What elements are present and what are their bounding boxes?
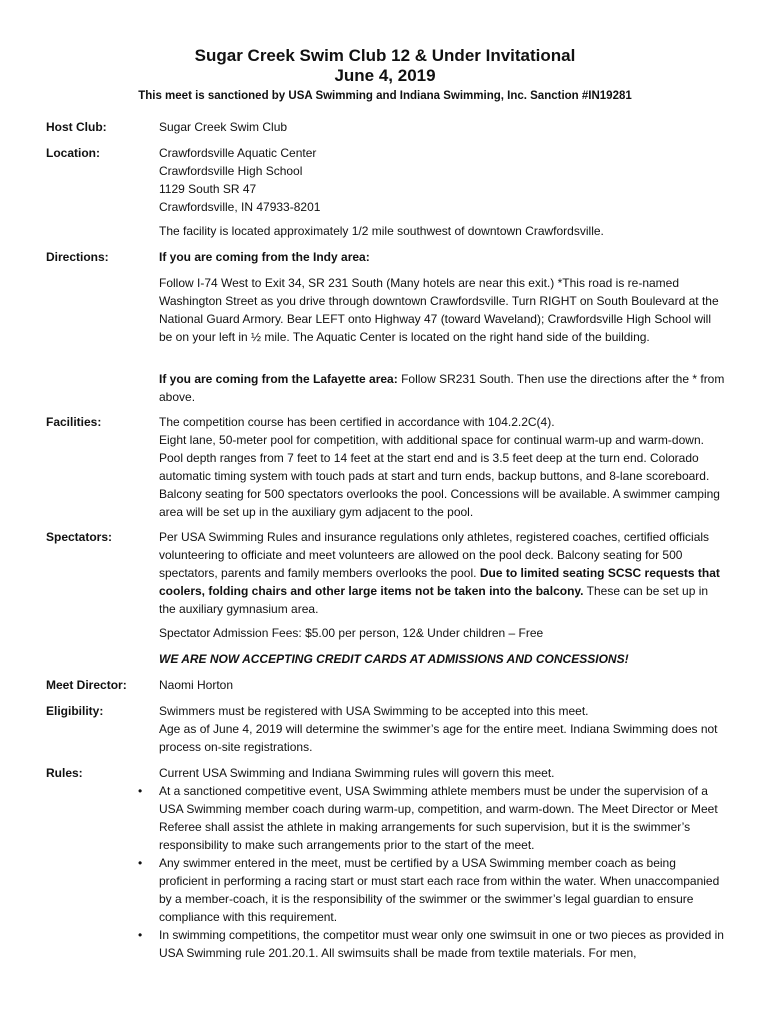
- facilities-description: Eight lane, 50-meter pool for competition, with additional space for continual warm-up and warm-down. Pool depth ranges from 7 feet to 14 feet at the start end and is 3.5 feet deep at the turn end. Colorado automatic timing system with touch pads at start and turn ends, backup buttons, and 8-lane scoreboard. Balcony seating for 500 spectators overlooks the pool. Concessions will be available. A swimmer camping area will be set up in the auxiliary gym adjacent to the pool.: [159, 433, 720, 519]
- host-club-value: Sugar Creek Swim Club: [159, 120, 288, 134]
- spectators-label: Spectators:: [46, 530, 113, 544]
- eligibility-label: Eligibility:: [46, 704, 104, 718]
- indy-directions: Follow I-74 West to Exit 34, SR 231 South (Many hotels are near this exit.) *This road is re-named Washington Street as you drive through downtown Crawfordsville. Turn RIGHT on South Boulevard at the National Guard Armory. Bear LEFT onto Highway 47 (toward Waveland); Crawfordsville High School will be on your left in ½ mile. The Aquatic Center is located on the right hand side of the building.: [159, 276, 719, 344]
- sanction-notice: This meet is sanctioned by USA Swimming and Indiana Swimming, Inc. Sanction #IN19281: [138, 90, 632, 102]
- meet-director-name: Naomi Horton: [159, 678, 234, 692]
- address-line: Crawfordsville High School: [159, 164, 303, 178]
- eligibility-age: Age as of June 4, 2019 will determine the swimmer’s age for the entire meet. Indiana Swimming does not process on-site registrations.: [159, 722, 718, 754]
- address-line: Crawfordsville, IN 47933-8201: [159, 200, 321, 214]
- meet-director-label: Meet Director:: [46, 678, 127, 692]
- admission-fees: Spectator Admission Fees: $5.00 per person, 12& Under children – Free: [159, 626, 544, 640]
- rule-item: • In swimming competitions, the competitor must wear only one swimsuit in one or two pieces as provided in USA Swimming rule 201.20.1. All swimsuits shall be made from textile materials. For men,: [159, 926, 727, 962]
- rule-item: • At a sanctioned competitive event, USA Swimming athlete members must be under the supervision of a USA Swimming member coach during warm-up, competition, and warm-down. The Meet Director or Meet Referee shall assist the athlete in making arrangements for such supervision, but it is the swimmer’s responsibility to make such arrangements prior to the start of the meet.: [159, 782, 727, 854]
- spectators-text-b: These can be set up in the auxiliary gymnasium area.: [159, 584, 709, 616]
- address-line: Crawfordsville Aquatic Center: [159, 146, 317, 160]
- address-line: 1129 South SR 47: [159, 182, 257, 196]
- credit-card-notice: WE ARE NOW ACCEPTING CREDIT CARDS AT ADMISSIONS AND CONCESSIONS!: [159, 652, 629, 666]
- lafayette-text: Follow SR231 South. Then use the directions after the * from above.: [159, 372, 725, 404]
- host-club-label: Host Club:: [46, 120, 107, 134]
- facilities-label: Facilities:: [46, 415, 102, 429]
- spectators-text-a: Per USA Swimming Rules and insurance regulations only athletes, registered coaches, certified officials volunteering to officiate and meet volunteers are allowed on the pool deck. Balcony seating for 500 spectators, parents and family members overlooks the pool.: [159, 530, 710, 580]
- meet-date: June 4, 2019: [334, 66, 436, 85]
- spectators-policy: [159, 528, 727, 618]
- rules-intro: Current USA Swimming and Indiana Swimming rules will govern this meet.: [159, 766, 555, 780]
- eligibility-registration: Swimmers must be registered with USA Swimming to be accepted into this meet.: [159, 704, 589, 718]
- location-label: Location:: [46, 146, 100, 160]
- location-address: [159, 144, 727, 216]
- meet-title: Sugar Creek Swim Club 12 & Under Invitational: [194, 46, 576, 65]
- lafayette-directions: [159, 370, 727, 406]
- rules-label: Rules:: [46, 766, 83, 780]
- location-note: The facility is located approximately 1/2 mile southwest of downtown Crawfordsville.: [159, 224, 604, 238]
- rule-item: • Any swimmer entered in the meet, must be certified by a USA Swimming member coach as being proficient in performing a racing start or must start each race from within the water. When unaccompanied by a member-coach, it is the responsibility of the swimmer or the swimmer’s legal guardian to ensure compliance with this requirement.: [159, 854, 727, 926]
- lafayette-heading: If you are coming from the Lafayette area:: [159, 372, 398, 386]
- facilities-certification: The competition course has been certified in accordance with 104.2.2C(4).: [159, 415, 555, 429]
- directions-label: Directions:: [46, 250, 109, 264]
- seating-warning: Due to limited seating SCSC requests that coolers, folding chairs and other large items not be taken into the balcony.: [159, 566, 720, 598]
- indy-heading: If you are coming from the Indy area:: [159, 250, 370, 264]
- rules-list: [159, 782, 727, 962]
